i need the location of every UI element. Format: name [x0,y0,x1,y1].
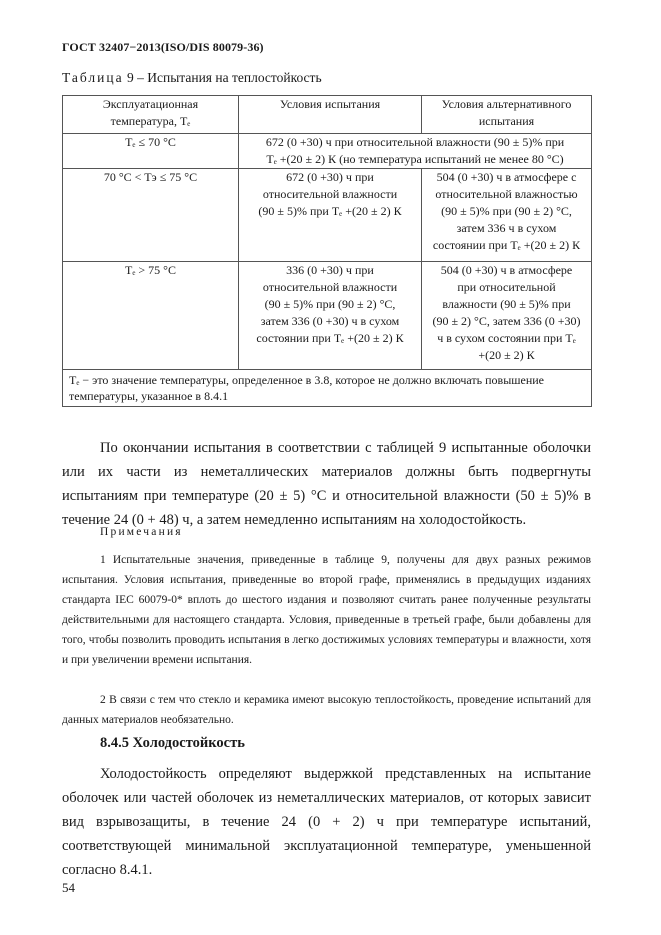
column-header: Эксплуатационная температура, Tₑ [63,96,239,134]
notes-heading: Примечания [100,526,183,538]
temperature-cell: Tₑ > 75 °C [63,262,239,370]
paragraph: Холодостойкость определяют выдержкой представленных на испытание оболочек или частей оболочек из неметаллических материалов, от которых зависит вид взрывозащиты, в течение 24 (0 + 2) ч при температуре испытаний, соответствующей минимальной эксплуатационной температуре, уменьшенной согласно 8.4.1. [62,766,591,878]
page-number: 54 [62,880,75,895]
alt-conditions-cell: 504 (0 +30) ч в атмосфере с относительной влажностью (90 ± 5)% при (90 ± 2) °C, затем 336 ч в сухом состоянии при Tₑ +(20 ± 2) К [422,169,592,262]
table-row [63,134,592,169]
column-header: Условия испытания [239,96,422,134]
note-2: 2 В связи с тем что стекло и керамика имеют высокую теплостойкость, проведение испытаний для данных материалов необязательно. [62,694,591,726]
table-caption-title: 9 – Испытания на теплостойкость [123,70,322,85]
temperature-cell: Tₑ ≤ 70 °C [63,134,239,169]
table-footnote-row [63,370,592,407]
heat-resistance-table [62,95,592,407]
table-caption [62,70,322,86]
note-1: 1 Испытательные значения, приведенные в таблице 9, получены для двух разных режимов испытания. Условия испытания, приведенные во второй графе, применялись в предыдущих изданиях стандарта IEC 60079-0* вплоть до шестого издания и позволяют считать ранее полученные результаты действительными для настоящего стандарта. Условия, приведенные в третьей графе, были добавлены для того, чтобы позволить проводить испытания в легко достижимых условиях температуры и влажности, хотя и при увеличении времени испытания. [62,554,591,666]
conditions-cell: 336 (0 +30) ч при относительной влажности (90 ± 5)% при (90 ± 2) °C, затем 336 (0 +30) ч в сухом состоянии при Tₑ +(20 ± 2) К [239,262,422,370]
table-footnote: Tₑ − это значение температуры, определенное в 3.8, которое не должно включать повышение температуры, указанное в 8.4.1 [63,370,592,407]
merged-conditions-cell: 672 (0 +30) ч при относительной влажности (90 ± 5)% при Tₑ +(20 ± 2) К (но температура испытаний не менее 80 °C) [239,134,592,169]
table-row [63,169,592,262]
document-header: ГОСТ 32407−2013(ISO/DIS 80079-36) [62,40,264,54]
alt-conditions-cell: 504 (0 +30) ч в атмосфере при относительной влажности (90 ± 5)% при (90 ± 2) °C, затем 336 (0 +30) ч в сухом состоянии при Tₑ +(20 ± 2) К [422,262,592,370]
paragraph: По окончании испытания в соответствии с таблицей 9 испытанные оболочки или их части из неметаллических материалов должны быть подвергнуты испытаниям при температуре (20 ± 5) °C и относительной влажности (50 ± 5)% в течение 24 (0 + 48) ч, а затем немедленно испытаниям на холодостойкость. [62,440,591,528]
table-header-row [63,96,592,134]
section-title: 8.4.5 Холодостойкость [100,735,245,751]
temperature-cell: 70 °C < Tэ ≤ 75 °C [63,169,239,262]
table-caption-word: Таблица [62,70,124,85]
conditions-cell: 672 (0 +30) ч при относительной влажности (90 ± 5)% при Tₑ +(20 ± 2) К [239,169,422,262]
column-header: Условия альтернативного испытания [422,96,592,134]
table-row [63,262,592,370]
